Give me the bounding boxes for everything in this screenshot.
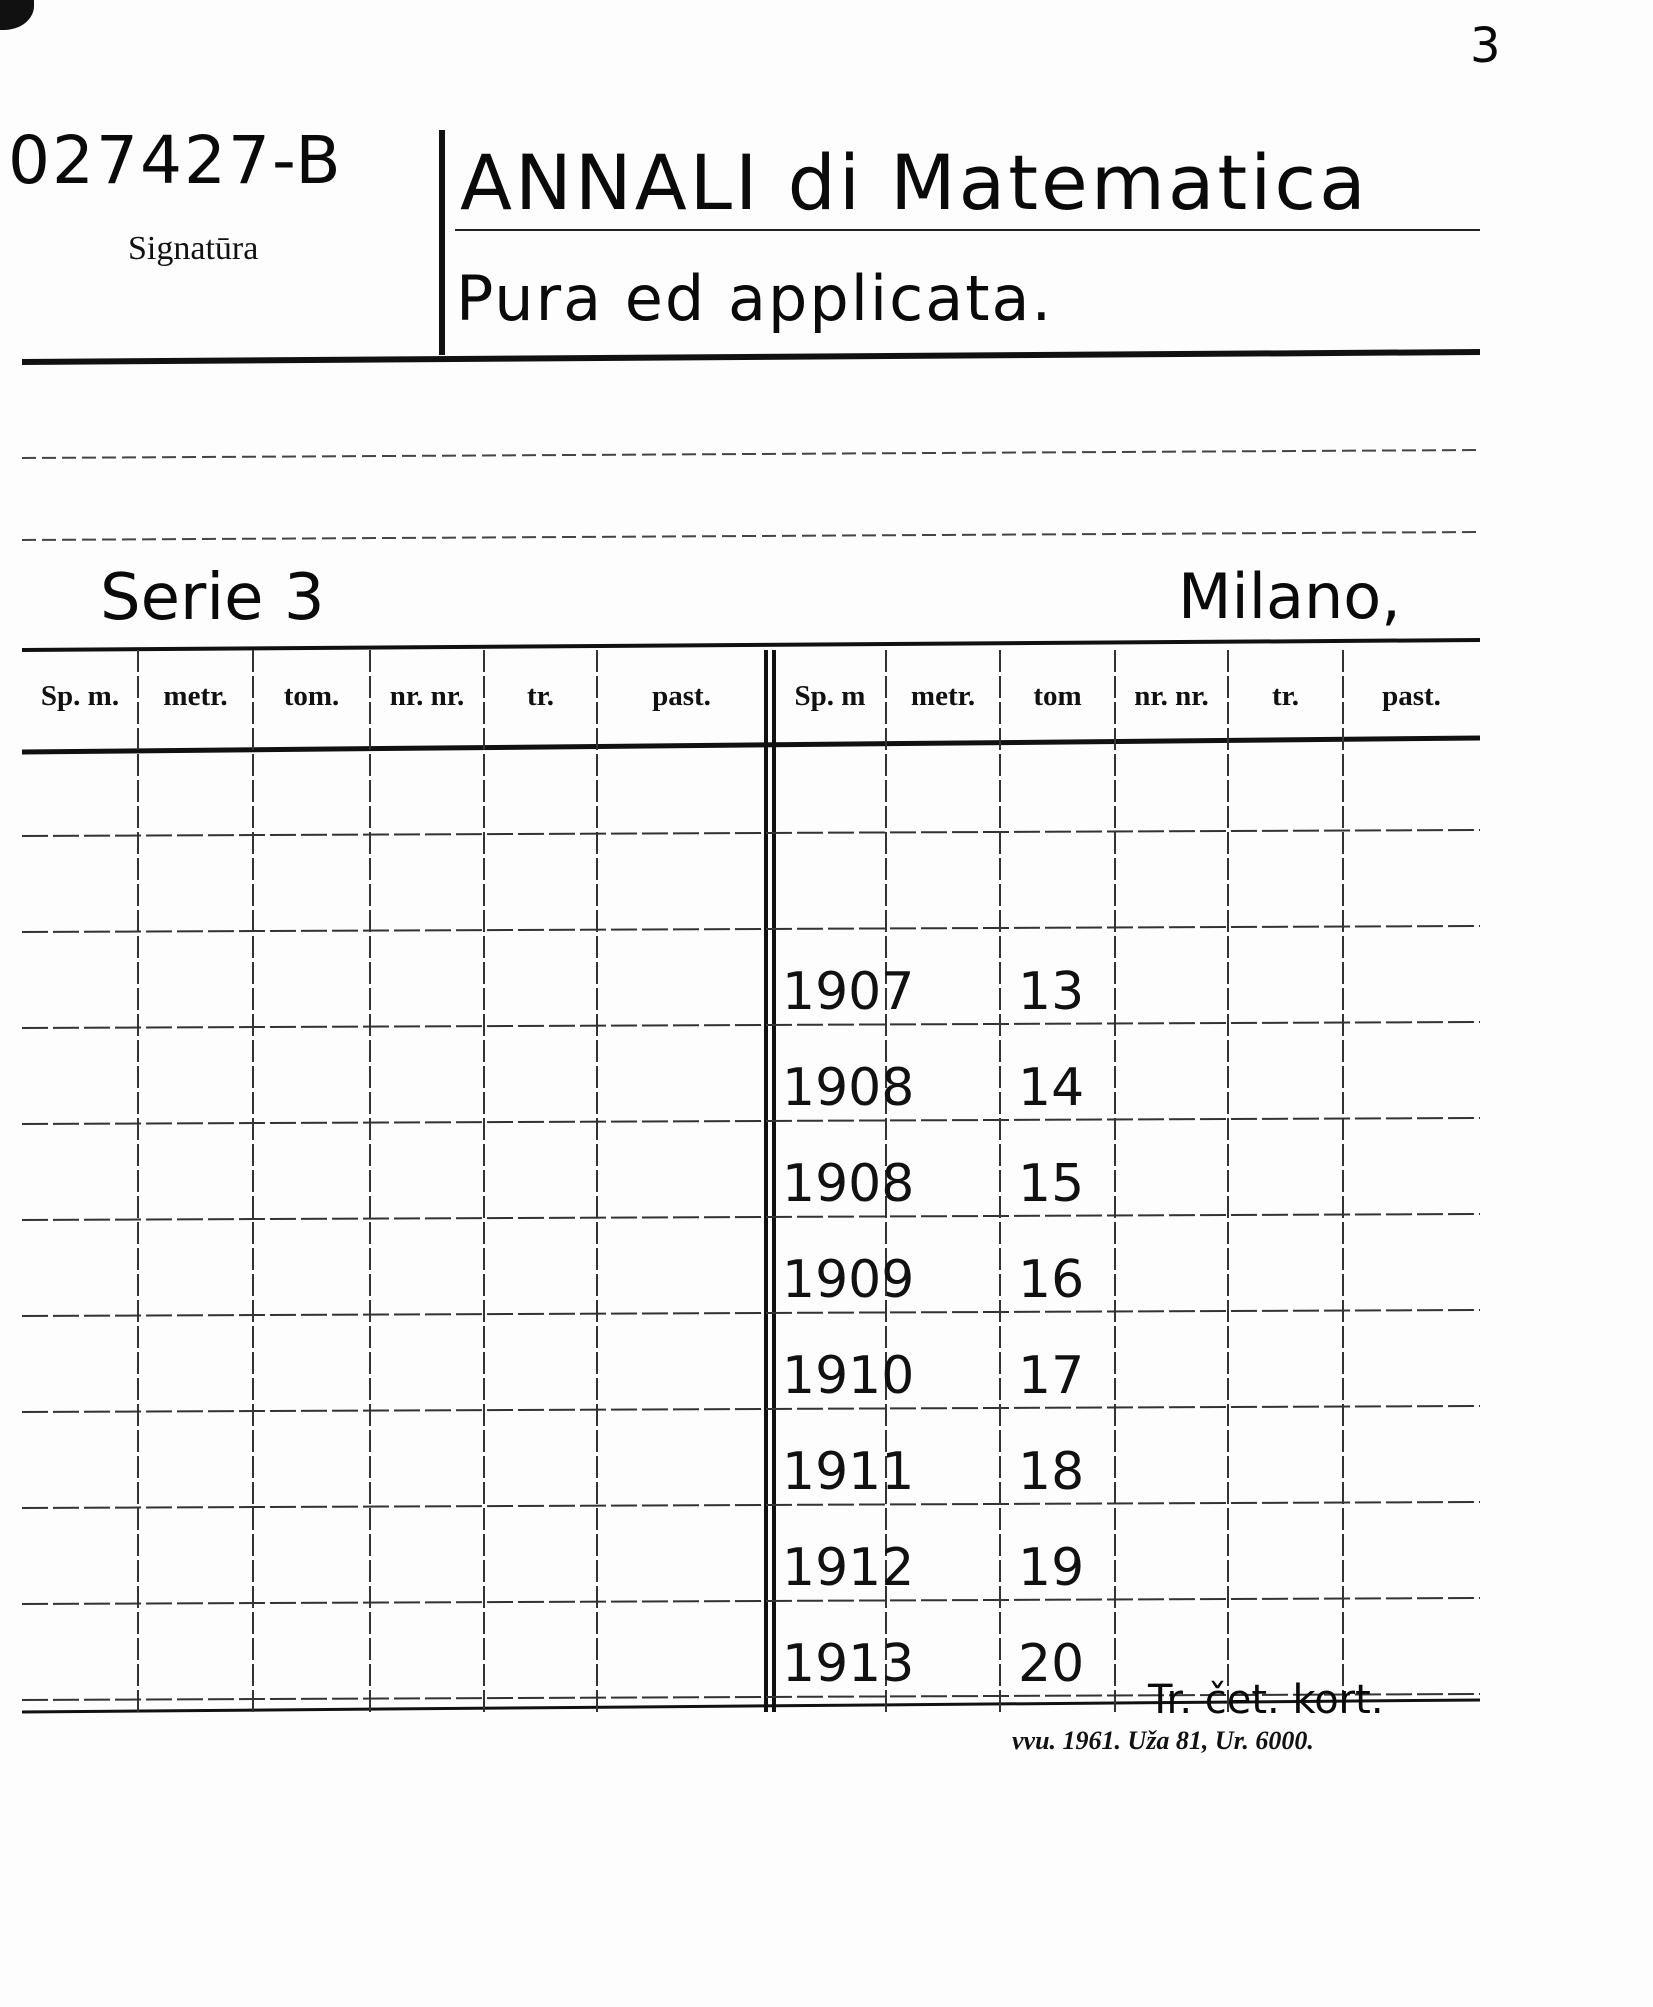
stamp-note: Tr. čet. kort. bbox=[1148, 1677, 1384, 1723]
table-header-rule bbox=[22, 738, 1480, 752]
blank-line-1 bbox=[22, 450, 1480, 458]
row-tom: 20 bbox=[1018, 1634, 1085, 1694]
column-header: tr. bbox=[526, 680, 555, 712]
row-tom: 13 bbox=[1018, 962, 1085, 1022]
column-header: nr. nr. bbox=[389, 680, 465, 712]
blank-line-2 bbox=[22, 532, 1480, 540]
serie-rule bbox=[22, 640, 1480, 650]
row-year: 1910 bbox=[782, 1346, 915, 1406]
row-year: 1909 bbox=[782, 1250, 915, 1310]
row-line bbox=[22, 1022, 1480, 1028]
column-header: metr. bbox=[163, 680, 228, 712]
row-line bbox=[22, 1214, 1480, 1220]
row-year: 1912 bbox=[782, 1538, 915, 1598]
row-line bbox=[22, 830, 1480, 836]
column-header: nr. nr. bbox=[1134, 680, 1209, 712]
row-line bbox=[22, 1502, 1480, 1508]
row-line bbox=[22, 1406, 1480, 1412]
row-tom: 19 bbox=[1018, 1538, 1085, 1598]
place-label: Milano, bbox=[1178, 560, 1401, 633]
column-rulings bbox=[138, 650, 1343, 1712]
row-line bbox=[22, 1598, 1480, 1604]
page-number: 3 bbox=[1470, 18, 1501, 74]
row-tom: 15 bbox=[1018, 1154, 1085, 1214]
column-header: past. bbox=[1382, 680, 1441, 712]
header-rule bbox=[22, 352, 1480, 362]
row-line bbox=[22, 926, 1480, 932]
column-header: Sp. m bbox=[794, 680, 866, 712]
row-rulings bbox=[22, 830, 1480, 1700]
row-year: 1908 bbox=[782, 1058, 915, 1118]
title-line-1: ANNALI di Matematica bbox=[460, 138, 1369, 227]
row-tom: 18 bbox=[1018, 1442, 1085, 1502]
column-header: tom. bbox=[283, 680, 340, 712]
row-tom: 16 bbox=[1018, 1250, 1085, 1310]
row-line bbox=[22, 1118, 1480, 1124]
serie-label: Serie 3 bbox=[100, 561, 325, 635]
signatura-label: Signatūra bbox=[128, 230, 259, 267]
printer-note: vvu. 1961. Uža 81, Ur. 6000. bbox=[1012, 1726, 1314, 1755]
column-header: tr. bbox=[1271, 680, 1300, 712]
column-header: Sp. m. bbox=[40, 680, 120, 712]
row-year: 1913 bbox=[782, 1634, 915, 1694]
row-year: 1911 bbox=[782, 1442, 915, 1502]
column-header: metr. bbox=[910, 680, 976, 712]
column-header: tom bbox=[1033, 680, 1082, 712]
row-tom: 14 bbox=[1018, 1058, 1085, 1118]
row-tom: 17 bbox=[1018, 1346, 1085, 1406]
row-line bbox=[22, 1310, 1480, 1316]
row-year: 1908 bbox=[782, 1154, 915, 1214]
signatura-value: 027427-B bbox=[8, 122, 343, 199]
row-year: 1907 bbox=[782, 962, 915, 1022]
title-line-2: Pura ed applicata. bbox=[456, 262, 1054, 335]
column-header: past. bbox=[652, 680, 711, 712]
